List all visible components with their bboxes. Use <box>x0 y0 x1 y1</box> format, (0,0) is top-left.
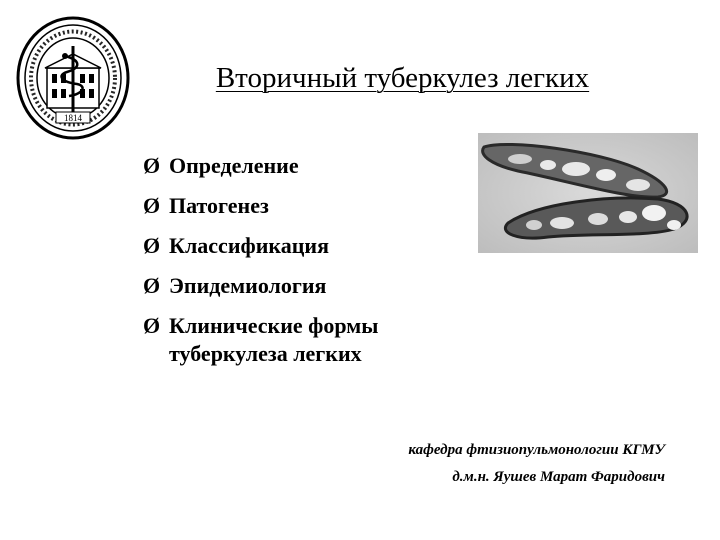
department-line: кафедра фтизиопульмонологии КГМУ <box>408 442 665 458</box>
list-item-continuation: туберкулеза легких <box>169 341 362 366</box>
list-item <box>143 146 378 186</box>
arrow-bullet-icon: Ø <box>143 153 161 178</box>
arrow-bullet-icon: Ø <box>143 233 161 258</box>
svg-text:1814: 1814 <box>64 113 82 123</box>
list-item <box>143 226 378 266</box>
author-line: д.м.н. Яушев Марат Фаридович <box>452 469 665 485</box>
arrow-bullet-icon: Ø <box>143 273 161 298</box>
list-item-label: Определение <box>169 153 299 178</box>
list-item-label: Патогенез <box>169 193 269 218</box>
slide-title: Вторичный туберкулез легких <box>215 62 590 94</box>
arrow-bullet-icon: Ø <box>143 193 161 218</box>
topics-list <box>143 146 378 368</box>
list-item-label: Клинические формы <box>169 313 379 338</box>
bacteria-micrograph-image <box>478 133 698 253</box>
list-item <box>143 266 378 306</box>
list-item-label: Классификация <box>169 233 329 258</box>
arrow-bullet-icon: Ø <box>143 313 161 338</box>
list-item-label: Эпидемиология <box>169 273 327 298</box>
university-seal-logo <box>16 16 130 140</box>
author-footer <box>408 437 665 491</box>
list-item <box>143 186 378 226</box>
list-item <box>143 306 378 368</box>
